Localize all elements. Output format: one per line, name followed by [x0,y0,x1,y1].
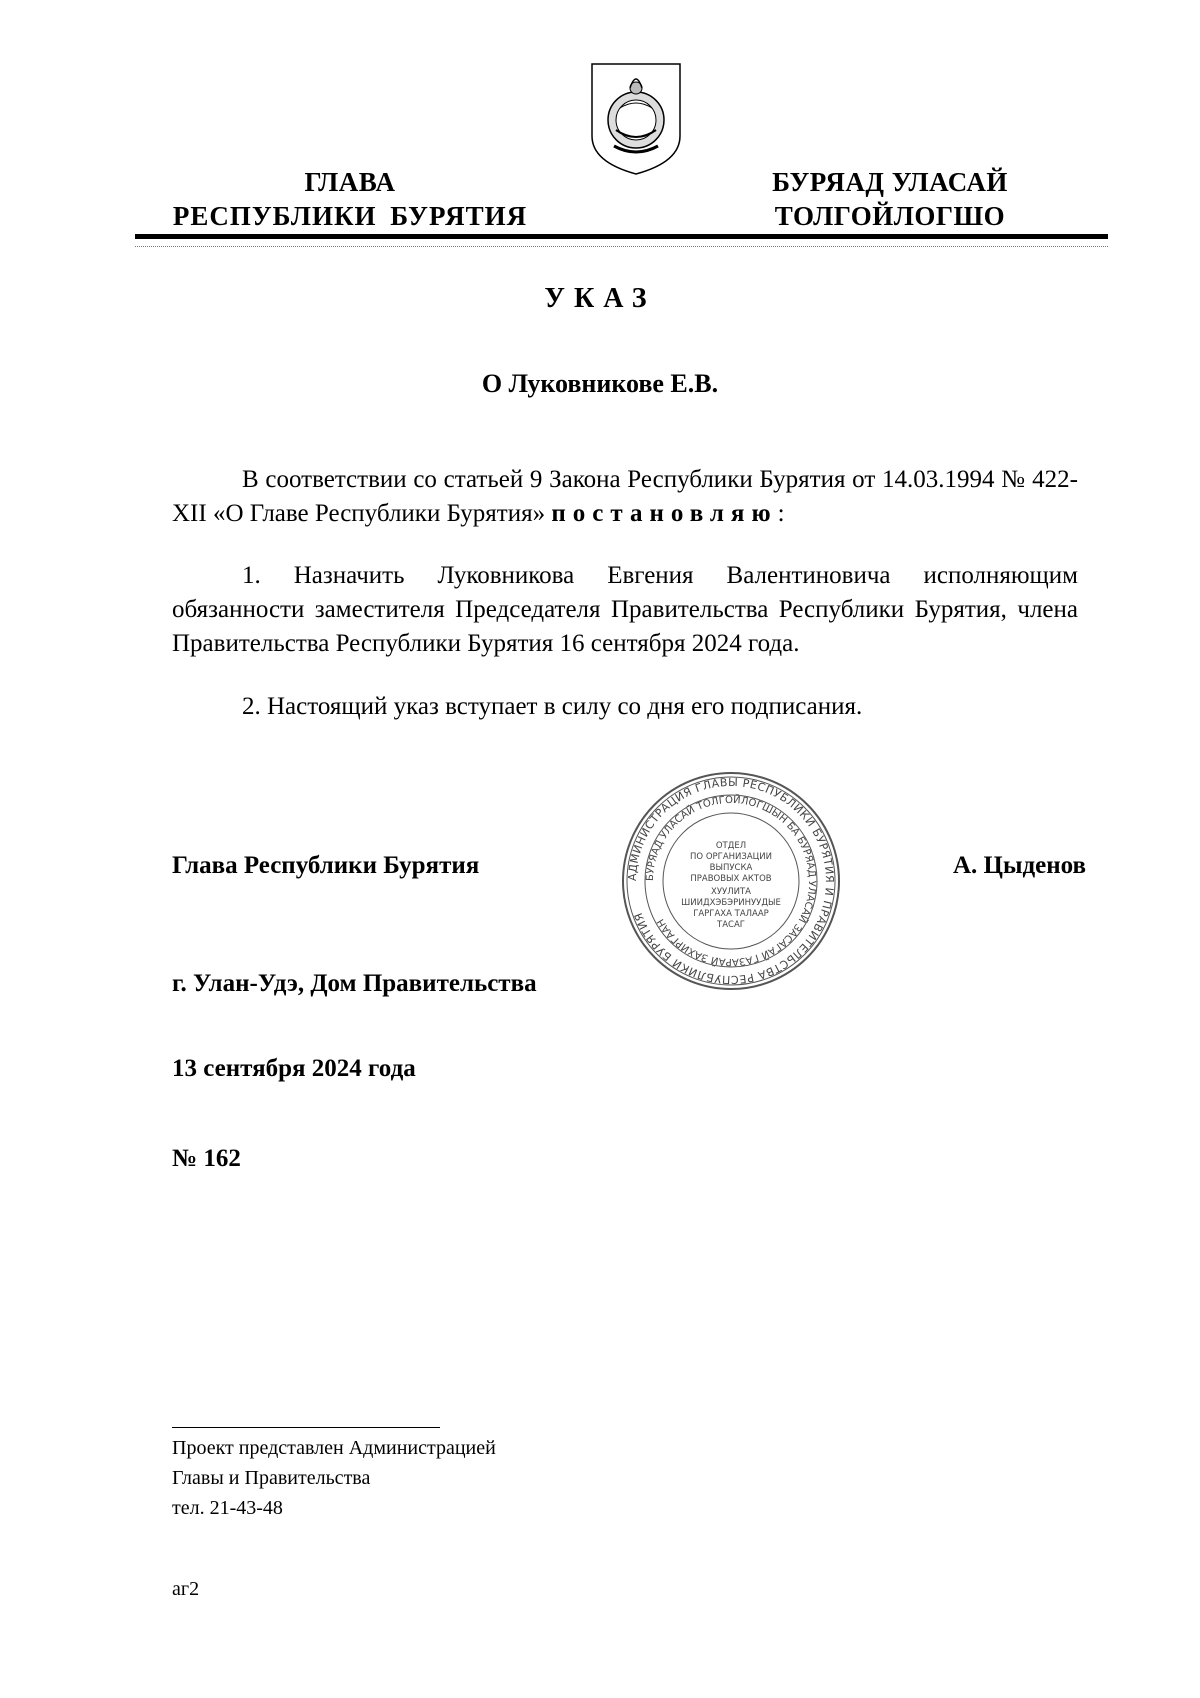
official-seal-stamp [620,770,842,992]
document-code: аг2 [172,1578,200,1600]
seal-inner-text: БУРЯАД УЛАСАЙ ТОЛГОЙЛОГШЫН БА БУРЯАД УЛАСАЙ ЗАСАГАЙ ГАЗАРАЙ ЗАХИРГААН [644,794,818,968]
footnote-phone: тел. 21-43-48 [172,1497,283,1519]
seal-center-line: ГАРГАХА ТАЛААР [693,909,769,919]
clause-1-text: 1. Назначить Луковникова Евгения Валентиновича исполняющим обязанности заместителя Председателя Правительства Республики Бурятия, члена Правительства Республики Бурятия 16 сентября 2024 года. [172,562,1078,657]
clause-2 [172,690,1078,724]
header-left-line2: РЕСПУБЛИКИ БУРЯТИЯ [172,201,528,231]
preamble-emphasis: постановляю [551,500,778,527]
header-dotted-rule [135,246,1108,247]
preamble [172,463,1078,531]
seal-center-line: ШИИДХЭБЭРИНУУДЫЕ [681,898,781,908]
signatory-name: А. Цыденов [952,852,1086,879]
preamble-text: В соответствии со статьей 9 Закона Республики Бурятия от 14.03.1994 № 422-XII «О Главе Республики Бурятия» [172,466,1078,527]
header-right-line1: БУРЯАД УЛАСАЙ [772,167,1008,197]
signing-place: г. Улан-Удэ, Дом Правительства [172,970,537,997]
seal-center-line: ХУУЛИТА [711,887,751,897]
seal-outer-text: АДМИНИСТРАЦИЯ ГЛАВЫ РЕСПУБЛИКИ БУРЯТИЯ И ПРАВИТЕЛЬСТВА РЕСПУБЛИКИ БУРЯТИЯ [625,775,837,987]
document-subject: О Луковникове Е.В. [481,369,719,398]
decree-number: № 162 [172,1145,241,1172]
document-type: УКАЗ [544,283,656,314]
clause-1 [172,559,1078,661]
footnote-line: Проект представлен Администрацией [172,1437,496,1459]
signatory-title: Глава Республики Бурятия [172,852,480,879]
header-left-line1: ГЛАВА [304,167,396,197]
buryatia-coat-of-arms-icon [586,58,686,178]
seal-center-line: ВЫПУСКА [709,863,753,873]
footnote-rule [172,1427,440,1428]
header-right-line2: ТОЛГОЙЛОГШО [774,201,1006,231]
header-left [130,165,570,233]
preamble-end: : [777,500,785,527]
seal-center-line: ПО ОРГАНИЗАЦИИ [690,852,772,862]
footnote [172,1433,496,1523]
seal-center-line: ОТДЕЛ [715,841,747,851]
footnote-line: Главы и Правительства [172,1467,371,1489]
seal-center-line: ПРАВОВЫХ АКТОВ [690,874,772,884]
signing-date: 13 сентября 2024 года [172,1055,416,1082]
seal-center-line: ТАСАГ [717,920,745,930]
header-right [730,165,1050,233]
clause-2-text: 2. Настоящий указ вступает в силу со дня его подписания. [242,693,863,720]
header-rule [135,234,1108,239]
